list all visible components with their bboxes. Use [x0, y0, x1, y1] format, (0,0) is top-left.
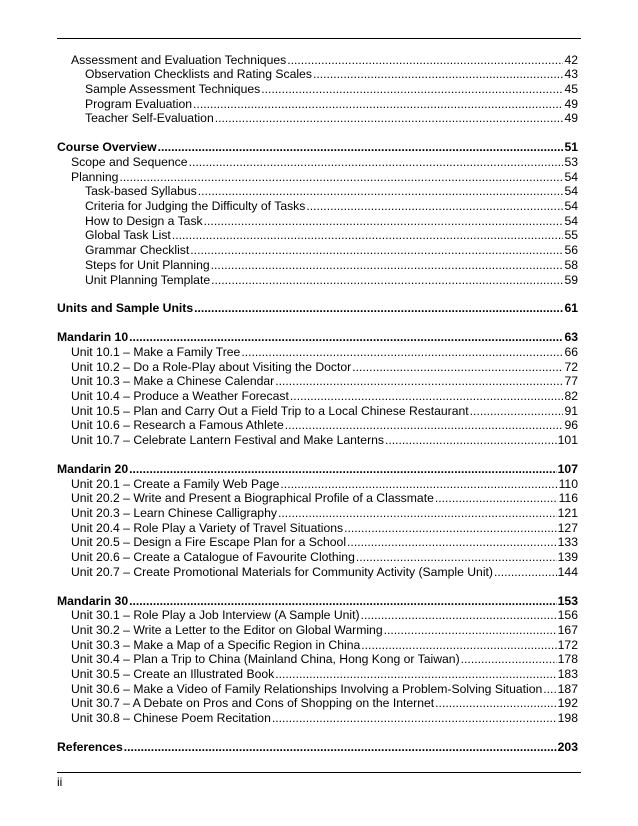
- toc-entry[interactable]: [57, 476, 578, 491]
- toc-entry-title: Assessment and Evaluation Techniques: [71, 52, 287, 67]
- toc-entry-page: 192: [557, 696, 578, 711]
- toc-entry[interactable]: [57, 257, 578, 272]
- toc-entry[interactable]: [57, 666, 578, 681]
- toc-dot-leader: [158, 140, 564, 154]
- toc-entry-title: Unit 30.8 – Chinese Poem Recitation: [71, 711, 271, 726]
- toc-dot-leader: [119, 170, 563, 184]
- toc-entry-title: How to Design a Task: [85, 213, 203, 228]
- toc-spacer: [57, 725, 578, 739]
- toc-dot-leader: [198, 184, 564, 198]
- toc-entry-title: Mandarin 20: [57, 461, 129, 476]
- toc-entry-title: Sample Assessment Techniques: [85, 82, 261, 97]
- toc-entry[interactable]: [57, 359, 578, 374]
- toc-dot-leader: [189, 155, 564, 169]
- toc-dot-leader: [313, 67, 564, 81]
- toc-entry[interactable]: [57, 213, 578, 228]
- toc-dot-leader: [280, 477, 557, 491]
- toc-entry-page: 53: [564, 155, 578, 169]
- toc-entry[interactable]: [57, 272, 578, 287]
- toc-entry[interactable]: [57, 520, 578, 535]
- toc-spacer: [57, 287, 578, 301]
- toc-entry[interactable]: [57, 564, 578, 579]
- toc-entry[interactable]: [57, 52, 578, 67]
- toc-entry-title: Mandarin 30: [57, 593, 129, 608]
- toc-entry[interactable]: [57, 418, 578, 433]
- toc-dot-leader: [352, 360, 563, 374]
- footer-rule: [57, 772, 581, 773]
- toc-entry-title: Scope and Sequence: [71, 155, 188, 169]
- toc-entry-page: 91: [564, 403, 578, 418]
- toc-entry-page: 178: [557, 652, 578, 667]
- toc-dot-leader: [461, 652, 557, 666]
- header-rule: [57, 38, 581, 39]
- toc-entry[interactable]: [57, 111, 578, 126]
- toc-entry-page: 133: [557, 535, 578, 550]
- toc-entry-title: Unit 20.3 – Learn Chinese Calligraphy: [71, 506, 277, 520]
- toc-entry-page: 144: [557, 564, 578, 579]
- toc-dot-leader: [285, 418, 564, 432]
- toc-entry-page: 121: [557, 506, 578, 520]
- toc-entry-title: Unit Planning Template: [85, 272, 211, 287]
- toc-dot-leader: [494, 565, 557, 579]
- toc-entry[interactable]: [57, 184, 578, 199]
- toc-entry[interactable]: [57, 198, 578, 213]
- toc-entry-title: Unit 30.6 – Make a Video of Family Relationships Involving a Problem-Solving Situation: [71, 681, 543, 696]
- table-of-contents: [57, 52, 578, 754]
- toc-entry-title: Units and Sample Units: [57, 301, 194, 316]
- toc-entry-page: 107: [557, 461, 578, 476]
- toc-entry-title: Unit 30.4 – Plan a Trip to China (Mainland China, Hong Kong or Taiwan): [71, 652, 460, 667]
- toc-entry-title: Unit 30.1 – Role Play a Job Interview (A Sample Unit): [71, 608, 360, 623]
- toc-entry-page: 139: [557, 550, 578, 565]
- toc-entry[interactable]: [57, 67, 578, 82]
- toc-dot-leader: [306, 199, 563, 213]
- toc-entry-page: 183: [557, 667, 578, 682]
- toc-entry-page: 110: [558, 476, 578, 491]
- toc-entry-page: 49: [564, 96, 578, 111]
- toc-dot-leader: [470, 404, 564, 418]
- toc-section-entry[interactable]: [57, 739, 578, 754]
- toc-dot-leader: [215, 111, 564, 125]
- toc-entry[interactable]: [57, 652, 578, 667]
- toc-entry-title: Unit 30.5 – Create an Illustrated Book: [71, 667, 275, 682]
- toc-entry-title: Unit 10.4 – Produce a Weather Forecast: [71, 389, 289, 403]
- toc-dot-leader: [344, 521, 557, 535]
- toc-entry[interactable]: [57, 388, 578, 403]
- toc-dot-leader: [124, 740, 557, 754]
- toc-dot-leader: [361, 608, 557, 622]
- toc-dot-leader: [204, 214, 564, 228]
- toc-entry-page: 61: [564, 301, 578, 316]
- toc-entry[interactable]: [57, 81, 578, 96]
- toc-dot-leader: [347, 535, 557, 549]
- toc-dot-leader: [275, 667, 556, 681]
- toc-entry[interactable]: [57, 637, 578, 652]
- toc-entry-page: 42: [564, 52, 578, 67]
- toc-entry-page: 127: [557, 520, 578, 535]
- toc-entry-title: Teacher Self-Evaluation: [85, 111, 214, 126]
- toc-dot-leader: [129, 462, 557, 476]
- toc-entry[interactable]: [57, 608, 578, 623]
- toc-entry-title: Unit 10.1 – Make a Family Tree: [71, 344, 241, 359]
- toc-dot-leader: [261, 82, 563, 96]
- toc-dot-leader: [384, 623, 557, 637]
- toc-entry-page: 66: [564, 344, 578, 359]
- toc-dot-leader: [385, 433, 557, 447]
- toc-entry-title: Task-based Syllabus: [85, 184, 197, 199]
- toc-entry-page: 51: [564, 140, 578, 155]
- toc-entry-page: 49: [564, 111, 578, 126]
- toc-entry[interactable]: [57, 696, 578, 711]
- toc-entry-title: Unit 10.5 – Plan and Carry Out a Field Trip to a Local Chinese Restaurant: [71, 403, 469, 418]
- toc-entry-page: 55: [564, 228, 578, 243]
- toc-entry-page: 54: [564, 169, 578, 184]
- toc-section-entry[interactable]: [57, 140, 578, 155]
- toc-entry-title: Global Task List: [85, 228, 171, 243]
- toc-dot-leader: [190, 243, 563, 257]
- toc-spacer: [57, 579, 578, 593]
- toc-entry[interactable]: [57, 535, 578, 550]
- toc-spacer: [57, 125, 578, 139]
- toc-entry[interactable]: [57, 403, 578, 418]
- toc-entry[interactable]: [57, 96, 578, 111]
- toc-entry-page: 203: [557, 740, 578, 754]
- toc-entry[interactable]: [57, 505, 578, 520]
- toc-entry[interactable]: [57, 169, 578, 184]
- toc-entry-page: 45: [564, 82, 578, 97]
- toc-dot-leader: [275, 374, 563, 388]
- toc-entry[interactable]: [57, 710, 578, 725]
- toc-dot-leader: [129, 330, 563, 344]
- toc-entry-page: 198: [557, 711, 578, 726]
- toc-entry-title: Unit 20.6 – Create a Catalogue of Favourite Clothing: [71, 550, 355, 565]
- toc-dot-leader: [211, 258, 564, 272]
- toc-entry[interactable]: [57, 242, 578, 257]
- toc-dot-leader: [287, 53, 563, 67]
- toc-entry-page: 156: [557, 608, 578, 623]
- toc-entry[interactable]: [57, 344, 578, 359]
- toc-dot-leader: [435, 491, 558, 505]
- toc-entry-page: 56: [564, 243, 578, 258]
- toc-entry-title: Steps for Unit Planning: [85, 257, 210, 272]
- toc-entry-page: 54: [564, 213, 578, 228]
- toc-dot-leader: [193, 97, 563, 111]
- toc-dot-leader: [172, 228, 564, 242]
- toc-entry[interactable]: [57, 432, 578, 447]
- toc-entry-title: Unit 20.1 – Create a Family Web Page: [71, 476, 280, 491]
- toc-dot-leader: [241, 345, 563, 359]
- toc-entry-page: 153: [557, 593, 578, 608]
- toc-entry-page: 43: [564, 67, 578, 82]
- toc-entry-title: Observation Checklists and Rating Scales: [85, 67, 312, 82]
- toc-entry-page: 58: [564, 257, 578, 272]
- toc-entry-title: Unit 10.3 – Make a Chinese Calendar: [71, 374, 275, 389]
- toc-entry[interactable]: [57, 681, 578, 696]
- toc-entry-page: 82: [564, 389, 578, 403]
- toc-entry-title: Program Evaluation: [85, 96, 193, 111]
- toc-entry-page: 54: [564, 184, 578, 199]
- toc-section-entry[interactable]: [57, 461, 578, 476]
- toc-dot-leader: [543, 682, 556, 696]
- toc-entry-title: Unit 20.4 – Role Play a Variety of Travel Situations: [71, 520, 344, 535]
- toc-entry-page: 54: [564, 199, 578, 214]
- toc-entry-title: References: [57, 740, 123, 754]
- toc-dot-leader: [129, 594, 557, 608]
- toc-section-entry[interactable]: [57, 593, 578, 608]
- footer-page-number: ii: [57, 775, 63, 789]
- toc-section-entry[interactable]: [57, 330, 578, 345]
- toc-entry-page: 167: [557, 623, 578, 637]
- toc-entry[interactable]: [57, 491, 578, 506]
- toc-dot-leader: [435, 696, 556, 710]
- toc-entry-title: Unit 10.6 – Research a Famous Athlete: [71, 418, 284, 433]
- toc-spacer: [57, 447, 578, 461]
- toc-dot-leader: [361, 638, 556, 652]
- toc-entry-title: Unit 10.2 – Do a Role-Play about Visiting the Doctor: [71, 359, 352, 374]
- toc-entry-page: 172: [557, 637, 578, 652]
- toc-entry[interactable]: [57, 549, 578, 564]
- toc-dot-leader: [211, 273, 563, 287]
- toc-entry-page: 63: [564, 330, 578, 345]
- toc-entry-title: Unit 20.2 – Write and Present a Biographical Profile of a Classmate: [71, 491, 434, 506]
- toc-dot-leader: [290, 389, 564, 403]
- toc-entry[interactable]: [57, 154, 578, 169]
- toc-dot-leader: [278, 506, 557, 520]
- toc-entry-title: Unit 30.2 – Write a Letter to the Editor on Global Warming: [71, 623, 383, 637]
- toc-entry-page: 187: [557, 681, 578, 696]
- toc-entry-page: 72: [564, 359, 578, 374]
- toc-entry-title: Course Overview: [57, 140, 157, 155]
- toc-spacer: [57, 315, 578, 329]
- toc-entry-title: Criteria for Judging the Difficulty of Tasks: [85, 199, 306, 214]
- toc-entry[interactable]: [57, 228, 578, 243]
- toc-dot-leader: [194, 301, 563, 315]
- toc-entry[interactable]: [57, 374, 578, 389]
- toc-entry-title: Grammar Checklist: [85, 243, 190, 258]
- toc-entry-title: Unit 30.3 – Make a Map of a Specific Region in China: [71, 637, 361, 652]
- toc-entry-title: Planning: [71, 169, 119, 184]
- toc-entry-page: 101: [557, 433, 578, 448]
- toc-dot-leader: [272, 711, 557, 725]
- toc-entry-page: 96: [564, 418, 578, 433]
- toc-entry-page: 77: [564, 374, 578, 389]
- toc-entry[interactable]: [57, 622, 578, 637]
- toc-section-entry[interactable]: [57, 301, 578, 316]
- toc-entry-page: 59: [564, 272, 578, 287]
- toc-entry-title: Unit 20.5 – Design a Fire Escape Plan for a School: [71, 535, 347, 550]
- toc-entry-title: Unit 30.7 – A Debate on Pros and Cons of Shopping on the Internet: [71, 696, 435, 711]
- toc-entry-page: 116: [558, 491, 578, 506]
- toc-entry-title: Mandarin 10: [57, 330, 129, 345]
- toc-dot-leader: [356, 550, 557, 564]
- toc-entry-title: Unit 10.7 – Celebrate Lantern Festival and Make Lanterns: [71, 433, 384, 448]
- toc-entry-title: Unit 20.7 – Create Promotional Materials for Community Activity (Sample Unit): [71, 564, 493, 579]
